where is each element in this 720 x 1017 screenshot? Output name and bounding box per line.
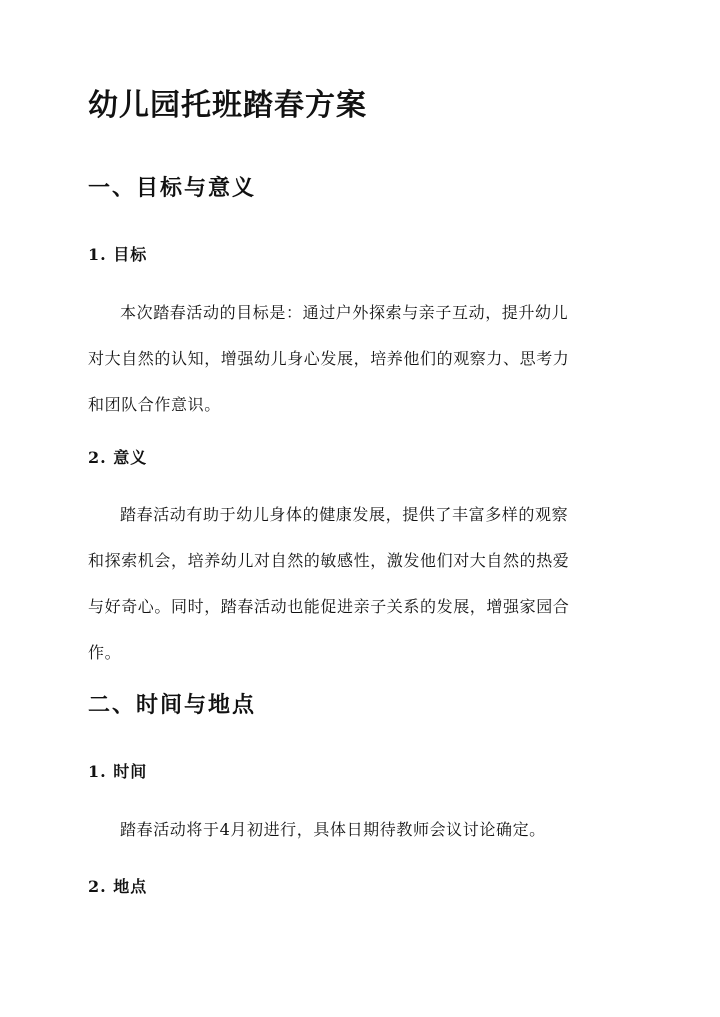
paragraph-goal <box>88 290 632 428</box>
paragraph-line: 作。 <box>88 643 122 662</box>
subheading-significance: 2. 意义 <box>88 448 148 467</box>
document-title: 幼儿园托班踏春方案 <box>88 88 367 123</box>
paragraph-line: 对大自然的认知，增强幼儿身心发展，培养他们的观察力、思考力 <box>88 349 570 368</box>
subheading-time: 1. 时间 <box>88 762 148 781</box>
paragraph-line: 踏春活动将于4月初进行，具体日期待教师会议讨论确定。 <box>120 820 546 839</box>
section-heading-time-place: 二、时间与地点 <box>88 692 257 718</box>
paragraph-time <box>88 807 632 853</box>
subheading-goal: 1. 目标 <box>88 245 148 264</box>
paragraph-line: 与好奇心。同时，踏春活动也能促进亲子关系的发展，增强家园合 <box>88 597 570 616</box>
paragraph-significance <box>88 492 632 676</box>
section-heading-goals: 一、目标与意义 <box>88 175 257 201</box>
paragraph-line: 和探索机会，培养幼儿对自然的敏感性，激发他们对大自然的热爱 <box>88 551 570 570</box>
paragraph-line: 本次踏春活动的目标是：通过户外探索与亲子互动，提升幼儿 <box>120 303 569 322</box>
paragraph-line: 和团队合作意识。 <box>88 395 221 414</box>
subheading-place: 2. 地点 <box>88 877 148 896</box>
paragraph-line: 踏春活动有助于幼儿身体的健康发展，提供了丰富多样的观察 <box>120 505 569 524</box>
